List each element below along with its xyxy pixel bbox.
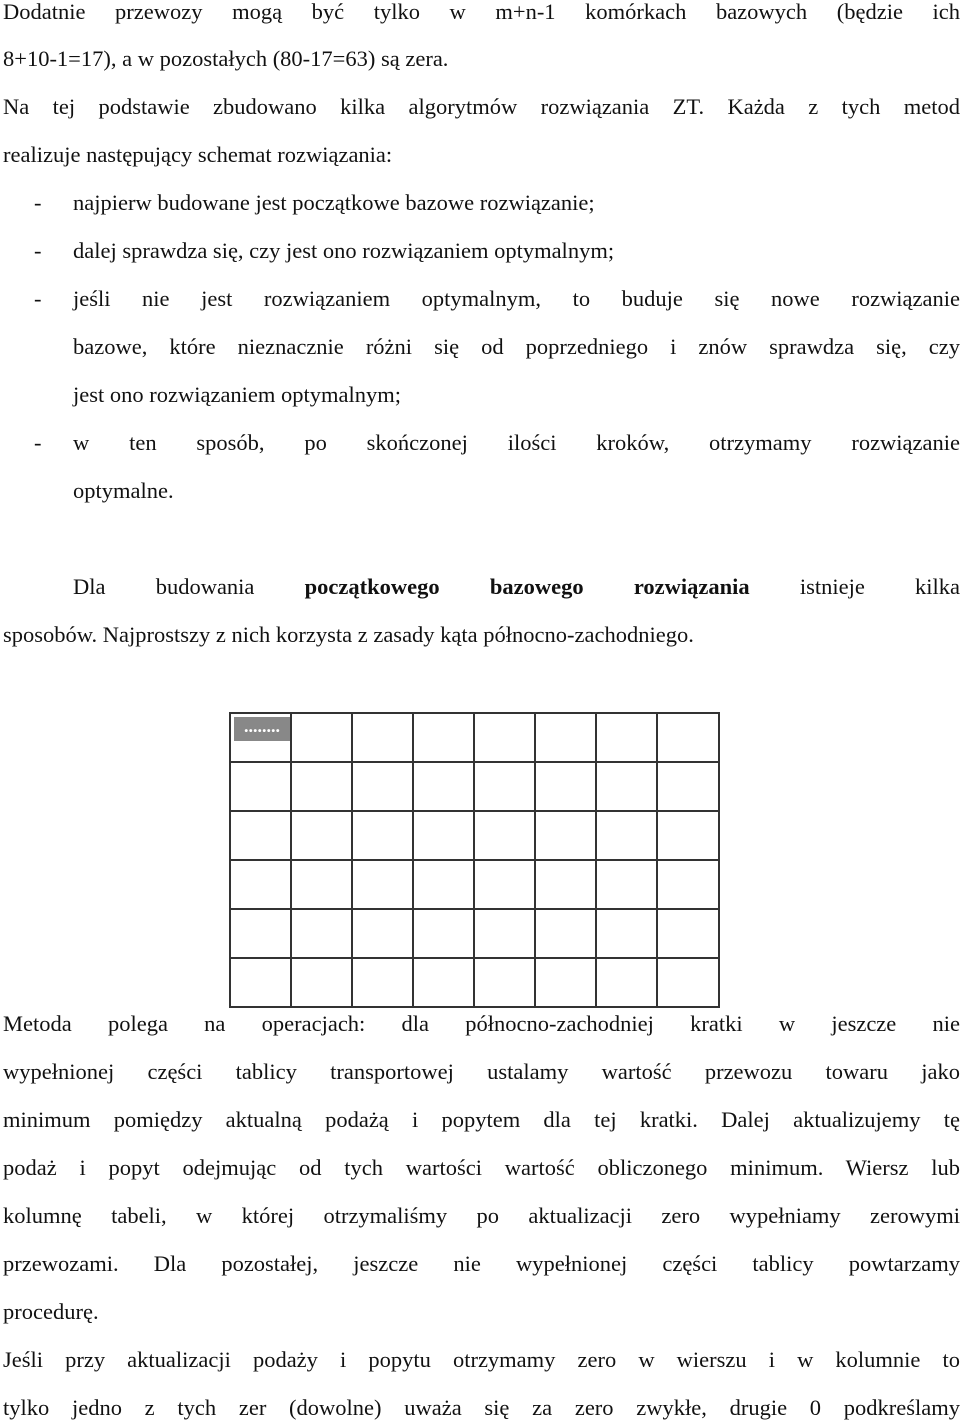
table-cell [475, 763, 536, 812]
table-cell [475, 959, 536, 1008]
bold-text: rozwiązania [633, 574, 750, 599]
table-cell [597, 861, 658, 910]
text-run: Dla budowania [73, 574, 255, 599]
table-cell [536, 910, 597, 959]
table-cell [353, 959, 414, 1008]
table-cell [536, 861, 597, 910]
list-item-text: w ten sposób, po skończonej ilości kroków, otrzymamy rozwiązanie [73, 430, 960, 455]
table-cell [292, 861, 353, 910]
paragraph-line [73, 572, 960, 602]
paragraph-line: wypełnionej części tablicy transportowej ustalamy wartość przewozu towaru jako [3, 1059, 960, 1084]
list-item-text: jest ono rozwiązaniem optymalnym; [73, 382, 402, 407]
table-cell [536, 812, 597, 861]
table-cell [353, 861, 414, 910]
list-item-text: najpierw budowane jest początkowe bazowe rozwiązanie; [73, 190, 595, 215]
table-cell [292, 714, 353, 763]
transport-table-grid [229, 712, 720, 1008]
table-cell [231, 910, 292, 959]
table-cell [353, 910, 414, 959]
table-cell [597, 812, 658, 861]
table-cell [475, 812, 536, 861]
table-cell [658, 861, 720, 910]
table-cell [292, 959, 353, 1008]
paragraph-line: procedurę. [3, 1299, 99, 1324]
list-item-text: dalej sprawdza się, czy jest ono rozwiązaniem optymalnym; [73, 238, 615, 263]
table-cell [658, 763, 720, 812]
table-cell [231, 812, 292, 861]
paragraph-line: tylko jedno z tych zer (dowolne) uważa się za zero zwykłe, drugie 0 podkreślamy [3, 1395, 960, 1420]
paragraph-line: przewozami. Dla pozostałej, jeszcze nie wypełnionej części tablicy powtarzamy [3, 1251, 960, 1276]
paragraph-line: podaż i popyt odejmując od tych wartości wartość obliczonego minimum. Wiersz lub [3, 1155, 960, 1180]
table-cell [292, 763, 353, 812]
table-cell [475, 714, 536, 763]
paragraph-line: kolumnę tabeli, w której otrzymaliśmy po aktualizacji zero wypełniamy zerowymi [3, 1203, 960, 1228]
bold-text: początkowego [304, 574, 440, 599]
paragraph-line: Metoda polega na operacjach: dla północno-zachodniej kratki w jeszcze nie [3, 1011, 960, 1036]
table-cell [414, 714, 475, 763]
table-cell [353, 812, 414, 861]
table-cell [292, 910, 353, 959]
table-cell [231, 763, 292, 812]
table-cell [231, 861, 292, 910]
list-dash: - [34, 286, 42, 311]
list-item-text: optymalne. [73, 478, 174, 503]
table-cell [292, 812, 353, 861]
paragraph-line: Jeśli przy aktualizacji podaży i popytu otrzymamy zero w wierszu i w kolumnie to [3, 1347, 960, 1372]
table-cell [658, 714, 720, 763]
table-cell [231, 714, 292, 763]
table-cell [658, 910, 720, 959]
table-cell [475, 910, 536, 959]
table-cell [597, 714, 658, 763]
table-cell [414, 861, 475, 910]
bold-text: bazowego [489, 574, 584, 599]
table-cell [597, 959, 658, 1008]
table-cell [597, 763, 658, 812]
table-cell [536, 763, 597, 812]
list-item-text: bazowe, które nieznacznie różni się od poprzedniego i znów sprawdza się, czy [73, 334, 960, 359]
paragraph-line: 8+10-1=17), a w pozostałych (80-17=63) są zera. [3, 46, 449, 71]
table-cell [414, 763, 475, 812]
paragraph-line: realizuje następujący schemat rozwiązania: [3, 142, 393, 167]
table-cell [475, 861, 536, 910]
table-cell [536, 959, 597, 1008]
table-cell [597, 910, 658, 959]
table-cell [414, 959, 475, 1008]
table-cell [536, 714, 597, 763]
paragraph-line: Na tej podstawie zbudowano kilka algorytmów rozwiązania ZT. Każda z tych metod [3, 94, 960, 119]
paragraph-line: Dodatnie przewozy mogą być tylko w m+n-1 komórkach bazowych (będzie ich [3, 0, 960, 24]
list-item-text: jeśli nie jest rozwiązaniem optymalnym, to buduje się nowe rozwiązanie [73, 286, 960, 311]
table-cell [231, 959, 292, 1008]
table-cell [353, 763, 414, 812]
table-cell [353, 714, 414, 763]
highlighted-cell-marker: ........ [234, 717, 290, 741]
table-cell [414, 812, 475, 861]
table-cell [658, 812, 720, 861]
paragraph-line: sposobów. Najprostszy z nich korzysta z zasady kąta północno-zachodniego. [3, 622, 694, 647]
list-dash: - [34, 190, 42, 215]
list-dash: - [34, 238, 42, 263]
paragraph-line: minimum pomiędzy aktualną podażą i popytem dla tej kratki. Dalej aktualizujemy tę [3, 1107, 960, 1132]
table-cell [658, 959, 720, 1008]
list-dash: - [34, 430, 42, 455]
text-run: istnieje kilka [799, 574, 960, 599]
table-cell [414, 910, 475, 959]
